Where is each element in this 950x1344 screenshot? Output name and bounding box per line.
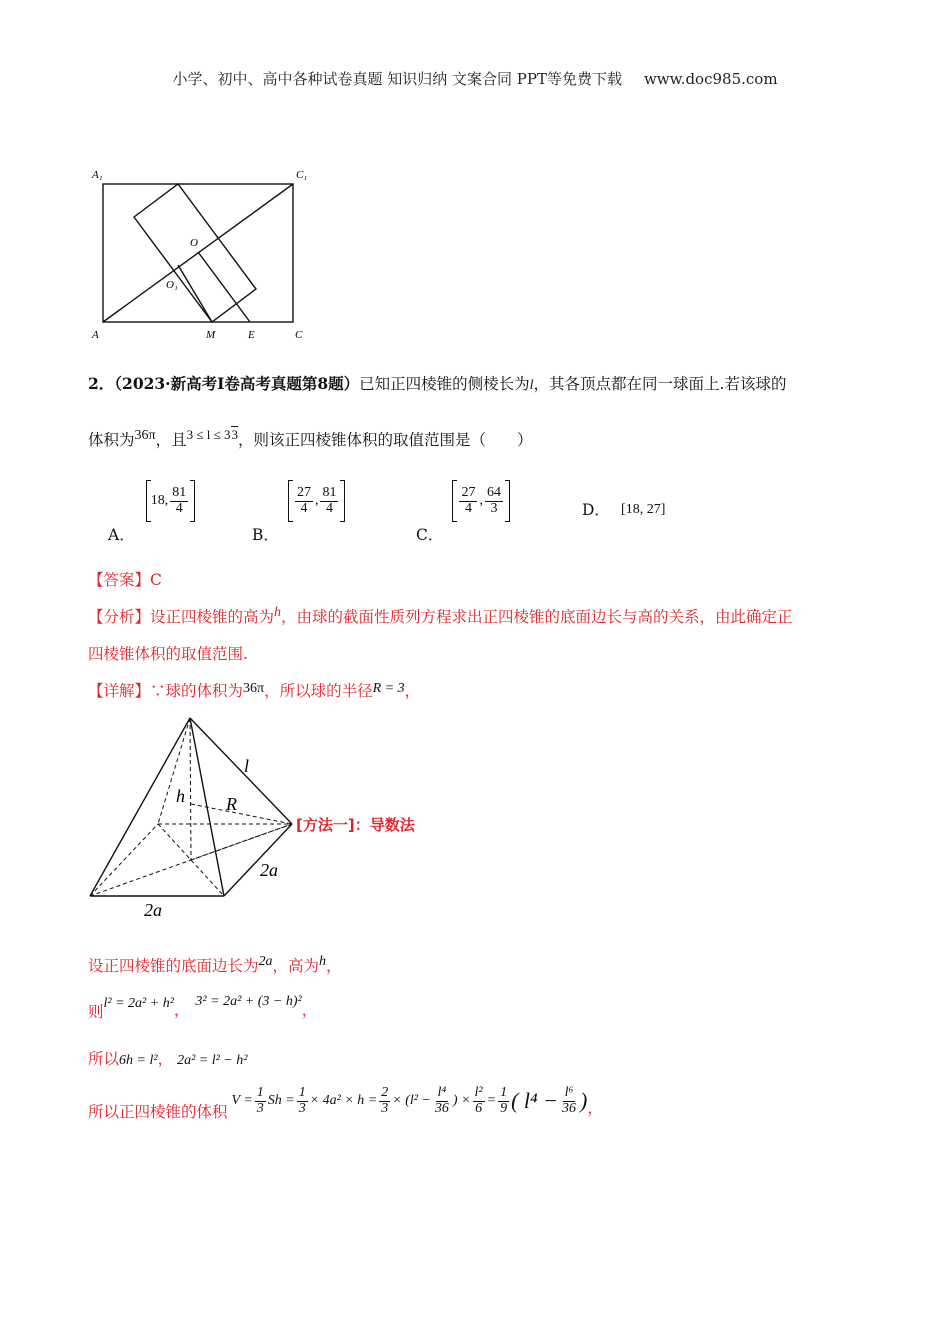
height-line: [190, 718, 191, 860]
question-text-5: ，则该正四棱锥体积的取值范围是（ ）: [238, 431, 533, 449]
edge-left: [90, 718, 190, 896]
option-a-interval: 18, $\frac{81}{4}$: [146, 480, 196, 522]
label-c1: C₁: [296, 169, 308, 181]
step-3: 所以6h = l²， 2a² = l² − h²: [88, 1050, 248, 1068]
option-c-interval: $\frac{27}{4}$ , $\frac{64}{3}$: [452, 480, 510, 522]
figure-pyramid: [84, 712, 444, 924]
step-4: 所以正四棱锥的体积 V = $\frac{1}{3}$ Sh = $\frac{1}{3}$ × 4a² × h = $\frac{2}{3}$ × (l² − $\frac{\text{l⁴}}{36}$ ) × $\frac{\text{l²}}{6}$ = $\frac{1}{9}$ ( l⁴ − $\frac{\text{l⁶}}{36}$ ) ，: [88, 1085, 603, 1122]
page-header: [0, 68, 950, 89]
base-right: [224, 824, 292, 896]
option-c-label: C．: [416, 526, 444, 544]
question-line-1: [88, 372, 786, 394]
eq-sphere: 3² = 2a² + (3 − h)²: [195, 994, 302, 1009]
option-b-interval: $\frac{27}{4}$ , $\frac{81}{4}$: [288, 480, 346, 522]
option-b[interactable]: [252, 480, 345, 544]
answer-tag: 【答案】: [88, 571, 151, 589]
analysis-line-1: 【分析】设正四棱锥的高为h，由球的截面性质列方程求出正四棱锥的底面边长与高的关系，由此确定正: [88, 605, 793, 626]
label-a1: A₁: [92, 169, 103, 181]
answer-value: C: [150, 571, 162, 589]
option-b-label: B．: [252, 526, 279, 544]
label-l: l: [244, 756, 250, 776]
sphere-volume: 36π: [134, 428, 156, 443]
option-d[interactable]: [582, 498, 665, 520]
label-c: C: [295, 329, 303, 341]
detail-line: 【详解】∵球的体积为36π，所以球的半径R = 3，: [88, 681, 421, 700]
label-e: E: [248, 329, 255, 341]
label-r: R: [226, 794, 237, 814]
question-number: 2．: [88, 374, 115, 393]
edge-back-hidden: [158, 718, 190, 824]
question-text-1: 已知正四棱锥的侧棱长为: [359, 375, 530, 393]
label-2a-bottom: 2a: [144, 900, 162, 920]
label-o1: O₁: [166, 279, 178, 291]
question-line-2: [88, 428, 533, 450]
volume-formula: V = $\frac{1}{3}$ Sh = $\frac{1}{3}$ × 4a² × h = $\frac{2}{3}$ × (l² − $\frac{\text{l⁴}}{36}$ ) × $\frac{\text{l²}}{6}$ = $\frac{1}{9}$ ( l⁴ − $\frac{\text{l⁶}}{36}$ ): [231, 1085, 588, 1116]
step-2: 则l² = 2a² + h²， 3² = 2a² + (3 − h)²，: [88, 994, 318, 1021]
option-a[interactable]: [108, 480, 195, 544]
eq-2a-squared: 2a² = l² − h²: [177, 1053, 248, 1068]
eq-6h: 6h = l²: [119, 1053, 158, 1068]
question-text-2: ，其各顶点都在同一球面上.若该球的: [533, 375, 787, 393]
option-c[interactable]: [416, 480, 510, 544]
label-h: h: [176, 786, 185, 806]
analysis-tag: 【分析】: [88, 608, 151, 626]
detail-tag: 【详解】: [88, 682, 151, 700]
radius-line: [191, 804, 292, 824]
header-text: 小学、初中、高中各种试卷真题 知识归纳 文案合同 PPT等免费下载: [172, 70, 622, 88]
label-o: O: [190, 237, 198, 249]
label-m: M: [206, 329, 216, 341]
analysis-line-2: 四棱锥体积的取值范围.: [88, 645, 248, 663]
edge-right: [190, 718, 292, 824]
label-2a-right: 2a: [260, 860, 278, 880]
method-label: [方法一]：导数法: [296, 816, 415, 834]
option-d-label: D．: [582, 501, 610, 519]
inner-rectangle: [134, 184, 256, 322]
radius-base-line: [191, 824, 292, 860]
condition-range: 3 ≤ l ≤ 33: [186, 427, 238, 442]
label-a: A: [92, 329, 99, 341]
eq-l-squared: l² = 2a² + h²: [103, 996, 174, 1011]
question-source: （2023·新高考Ⅰ卷高考真题第8题）: [114, 374, 360, 393]
line-to-m: [178, 265, 212, 322]
option-a-label: A．: [108, 526, 135, 544]
header-site: www.doc985.com: [643, 70, 778, 88]
option-d-value: [18, 27]: [621, 502, 666, 517]
question-text-4: ，且: [155, 431, 187, 449]
question-text-3: 体积为: [88, 431, 135, 449]
var-l: l: [529, 378, 534, 393]
answer-line: [88, 568, 162, 590]
step-1: 设正四棱锥的底面边长为2a，高为h，: [88, 954, 342, 975]
figure-rectangle-cross-section: [88, 162, 318, 347]
